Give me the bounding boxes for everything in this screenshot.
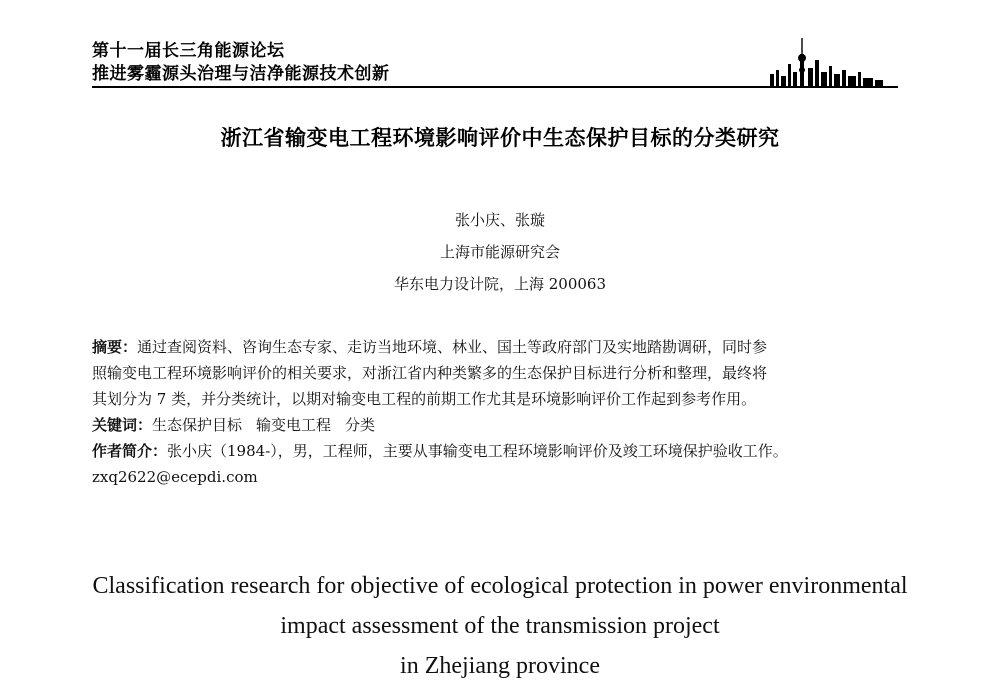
abstract-text: 通过查阅资料、咨询生态专家、走访当地环境、林业、国土等政府部门及实地踏勘调研，同时参 [137, 338, 768, 356]
affiliation-2: 华东电力设计院，上海 200063 [393, 275, 607, 293]
keyword: 分类 [345, 416, 376, 434]
abstract-block [92, 334, 917, 490]
authors: 张小庆、张璇 [454, 211, 545, 229]
abstract-line: 其划分为 7 类，并分类统计，以期对输变电工程的前期工作尤其是环境影响评价工作起到参考作用。 [92, 390, 757, 408]
paper-title: 浙江省输变电工程环境影响评价中生态保护目标的分类研究 [220, 126, 780, 150]
author-bio-text: 张小庆（1984-），男，工程师，主要从事输变电工程环境影响评价及竣工环境保护验收工作。 [167, 442, 788, 460]
keywords-label: 关键词： [92, 416, 153, 434]
keywords-line [92, 412, 917, 438]
affiliation-1: 上海市能源研究会 [439, 243, 560, 261]
abstract-line [92, 334, 917, 360]
abstract-line: 照输变电工程环境影响评价的相关要求，对浙江省内种类繁多的生态保护目标进行分析和整理，最终将 [92, 364, 768, 382]
keyword: 生态保护目标 [152, 416, 243, 434]
running-header [92, 34, 892, 92]
english-title-line: in Zhejiang province [400, 653, 600, 679]
header-rule [92, 86, 898, 88]
author-bio-label: 作者简介： [92, 442, 168, 460]
conference-theme: 推进雾霾源头治理与洁净能源技术创新 [92, 64, 390, 84]
abstract-label: 摘要： [92, 338, 138, 356]
city-skyline-logo [752, 34, 892, 88]
conference-name: 第十一届长三角能源论坛 [92, 41, 285, 61]
english-title-line: impact assessment of the transmission project [280, 613, 720, 639]
keyword: 输变电工程 [256, 416, 332, 434]
author-bio-line [92, 438, 917, 464]
english-title-line: Classification research for objective of ecological protection in power environmental [92, 573, 908, 599]
english-title [0, 566, 1000, 686]
author-email: zxq2622@ecepdi.com [92, 468, 258, 486]
